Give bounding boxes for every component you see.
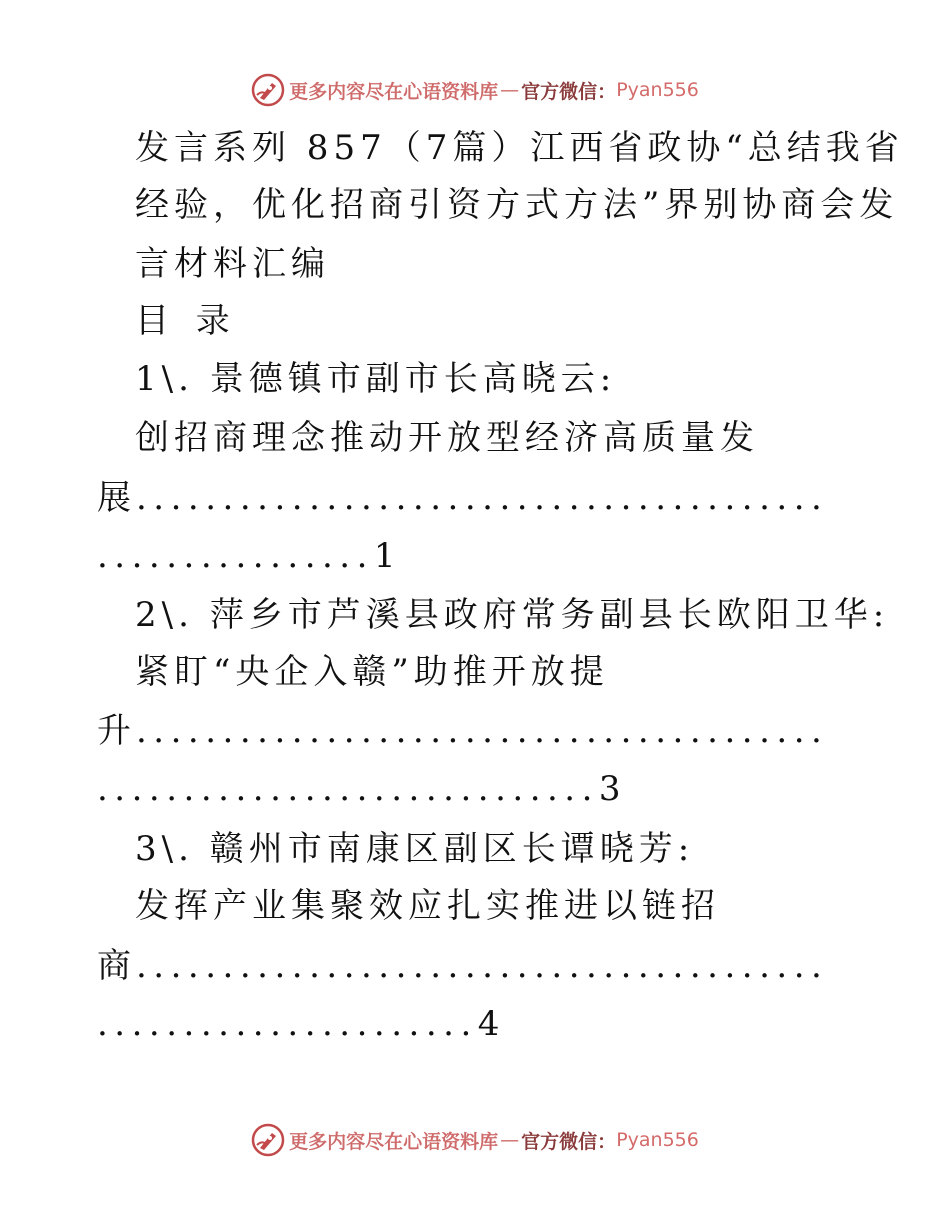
toc-entry-3-tail: 商 [97, 946, 136, 986]
toc-entry-1-page-line[interactable] [97, 536, 401, 576]
watermark-official-label: 官方微信： [521, 1130, 617, 1153]
toc-entry-2-page-line[interactable] [97, 769, 626, 809]
toc-entry-2-dots-2: ............................. [97, 769, 599, 809]
footer-watermark [0, 1120, 950, 1160]
watermark-wechat-id: Pyan556 [616, 1129, 699, 1151]
toc-entry-3-leader[interactable] [97, 946, 828, 986]
watermark-wechat-id: Pyan556 [616, 79, 699, 101]
pen-nib-logo-icon [251, 1123, 285, 1157]
header-watermark [0, 70, 950, 110]
toc-entry-1-title: 创招商理念推动开放型经济高质量发 [135, 418, 759, 458]
pen-nib-logo-icon [251, 73, 285, 107]
toc-entry-3-dots-2: ...................... [97, 1004, 478, 1044]
toc-entry-2-label: 2\. 萍乡市芦溪县政府常务副县长欧阳卫华: [135, 595, 890, 635]
toc-heading: 目 录 [135, 301, 238, 341]
watermark-dash: — [500, 79, 520, 101]
toc-entry-2-page: 3 [598, 769, 626, 809]
toc-entry-1-page: 1 [373, 536, 401, 576]
toc-entry-1-dots-2: ................ [97, 536, 374, 576]
watermark-official-label: 官方微信： [521, 80, 617, 103]
toc-entry-1-leader[interactable] [97, 478, 828, 518]
watermark-dash: — [500, 1129, 520, 1151]
toc-entry-3-page-line[interactable] [97, 1004, 504, 1044]
watermark-brand-text: 更多内容尽在心语资料库 [289, 1130, 499, 1153]
doc-title-line-2: 经验，优化招商引资方式方法”界别协商会发 [135, 185, 899, 225]
toc-entry-2-leader[interactable] [97, 711, 828, 751]
toc-entry-3-label: 3\. 赣州市南康区副区长谭晓芳: [135, 829, 695, 869]
toc-entry-2-title: 紧盯“央企入赣”助推开放提 [135, 652, 609, 692]
toc-entry-1-label: 1\. 景德镇市副市长高晓云: [135, 359, 617, 399]
toc-entry-3-title: 发挥产业集聚效应扎实推进以链招 [135, 886, 720, 926]
toc-entry-2-dots-1: ........................................ [136, 711, 829, 751]
toc-entry-3-dots-1: ........................................ [136, 946, 829, 986]
watermark-brand-text: 更多内容尽在心语资料库 [289, 80, 499, 103]
doc-title-line-1: 发言系列 857（7篇）江西省政协“总结我省 [135, 128, 904, 168]
toc-entry-1-dots-1: ........................................ [136, 478, 829, 518]
toc-entry-2-tail: 升 [97, 711, 136, 751]
toc-entry-1-tail: 展 [97, 478, 136, 518]
toc-entry-3-page: 4 [477, 1004, 505, 1044]
doc-title-line-3: 言材料汇编 [135, 244, 330, 284]
